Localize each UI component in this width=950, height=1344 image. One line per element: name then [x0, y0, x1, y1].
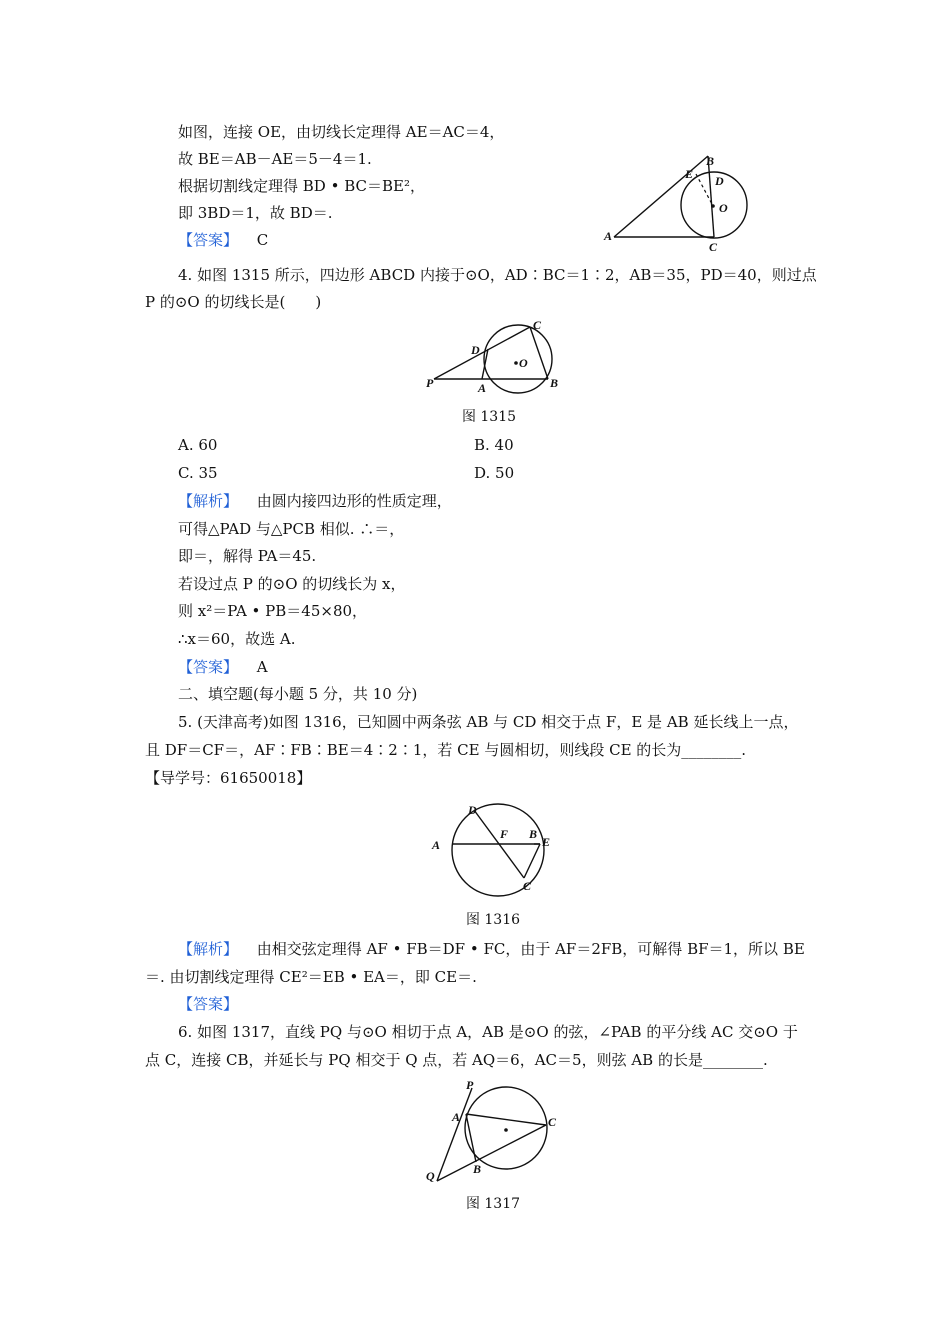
label-B: B	[706, 154, 715, 168]
answer-tag: 【答案】	[178, 658, 239, 676]
label-D: D	[715, 174, 724, 188]
q5-guide-number: 【导学号：61650018】	[145, 769, 312, 787]
q6-stem-1: 6. 如图 1317，直线 PQ 与⊙O 相切于点 A，AB 是⊙O 的弦，∠PAB 的平分线 AC 交⊙O 于	[178, 1023, 798, 1041]
option-c: C. 35	[178, 464, 218, 482]
q6-stem-2: 点 C，连接 CB，并延长与 PQ 相交于 Q 点，若 AQ＝6，AC＝5，则弦 AB 的长是________.	[145, 1051, 768, 1069]
section-title: 二、填空题(每小题 5 分，共 10 分)	[178, 685, 418, 703]
label-O: O	[519, 356, 528, 370]
q4-stem-2: P 的⊙O 的切线长是( )	[145, 293, 322, 311]
q4-analysis-3: 即＝，解得 PA＝45.	[178, 547, 317, 565]
option-b: B. 40	[474, 436, 514, 454]
q4-analysis-5: 则 x²＝PA • PB＝45×80，	[178, 602, 368, 620]
caption-1317: 图 1317	[465, 1196, 521, 1212]
label-P: P	[426, 376, 434, 390]
answer-value: C	[256, 231, 269, 249]
label-Q: Q	[426, 1169, 435, 1183]
label-A: A	[432, 838, 441, 852]
q5-stem-1: 5. (天津高考)如图 1316，已知圆中两条弦 AB 与 CD 相交于点 F，E 是 AB 延长线上一点，	[178, 713, 799, 731]
q3-line-2: 故 BE＝AB－AE＝5－4＝1.	[178, 150, 372, 168]
analysis-text: 由圆内接四边形的性质定理，	[256, 492, 452, 510]
figure-q3	[600, 150, 765, 255]
label-P: P	[466, 1078, 474, 1092]
q5-analysis-2: ＝. 由切割线定理得 CE²＝EB • EA＝，即 CE＝.	[145, 968, 477, 986]
label-C: C	[709, 240, 718, 254]
figure-1316	[428, 796, 558, 901]
label-E: E	[685, 167, 694, 181]
label-D: D	[468, 803, 477, 817]
q3-line-3: 根据切割线定理得 BD • BC＝BE²，	[178, 177, 425, 195]
analysis-text: 由相交弦定理得 AF • FB＝DF • FC，由于 AF＝2FB，可解得 BF＝1，所以 BE	[256, 940, 805, 958]
q4-analysis-6: ∴x＝60，故选 A.	[178, 630, 296, 648]
label-B: B	[550, 376, 559, 390]
answer-tag: 【答案】	[178, 995, 239, 1013]
q3-line-4: 即 3BD＝1，故 BD＝.	[178, 204, 333, 222]
q4-stem-1: 4. 如图 1315 所示，四边形 ABCD 内接于⊙O，AD∶BC＝1∶2，AB＝35，PD＝40，则过点	[178, 266, 817, 284]
label-C: C	[523, 879, 532, 893]
label-F: F	[500, 827, 509, 841]
label-B: B	[473, 1162, 482, 1176]
option-a: A. 60	[178, 436, 218, 454]
q3-answer	[178, 230, 268, 250]
label-A: A	[478, 381, 487, 395]
figure-1317	[420, 1078, 565, 1188]
q5-stem-2: 且 DF＝CF＝，AF∶FB∶BE＝4∶2∶1，若 CE 与圆相切，则线段 CE 的长为________.	[145, 741, 747, 759]
option-d: D. 50	[474, 464, 515, 482]
label-O: O	[719, 201, 728, 215]
label-C: C	[548, 1115, 557, 1129]
label-C: C	[533, 318, 542, 332]
label-A: A	[604, 229, 613, 243]
q4-analysis-1	[178, 491, 452, 511]
label-D: D	[471, 343, 480, 357]
q5-answer	[178, 994, 238, 1014]
answer-tag: 【答案】	[178, 231, 239, 249]
q5-analysis-1	[178, 939, 805, 959]
q4-analysis-2: 可得△PAD 与△PCB 相似. ∴＝，	[178, 520, 405, 538]
analysis-tag: 【解析】	[178, 492, 239, 510]
q4-answer	[178, 657, 268, 677]
q4-analysis-4: 若设过点 P 的⊙O 的切线长为 x，	[178, 575, 406, 593]
figure-1315	[420, 315, 570, 397]
label-A: A	[452, 1110, 461, 1124]
answer-value: A	[256, 658, 268, 676]
label-B: B	[529, 827, 538, 841]
caption-1315: 图 1315	[461, 409, 517, 425]
q3-line-1: 如图，连接 OE，由切线长定理得 AE＝AC＝4，	[178, 123, 505, 141]
label-E: E	[542, 835, 551, 849]
caption-1316: 图 1316	[465, 912, 521, 928]
analysis-tag: 【解析】	[178, 940, 239, 958]
